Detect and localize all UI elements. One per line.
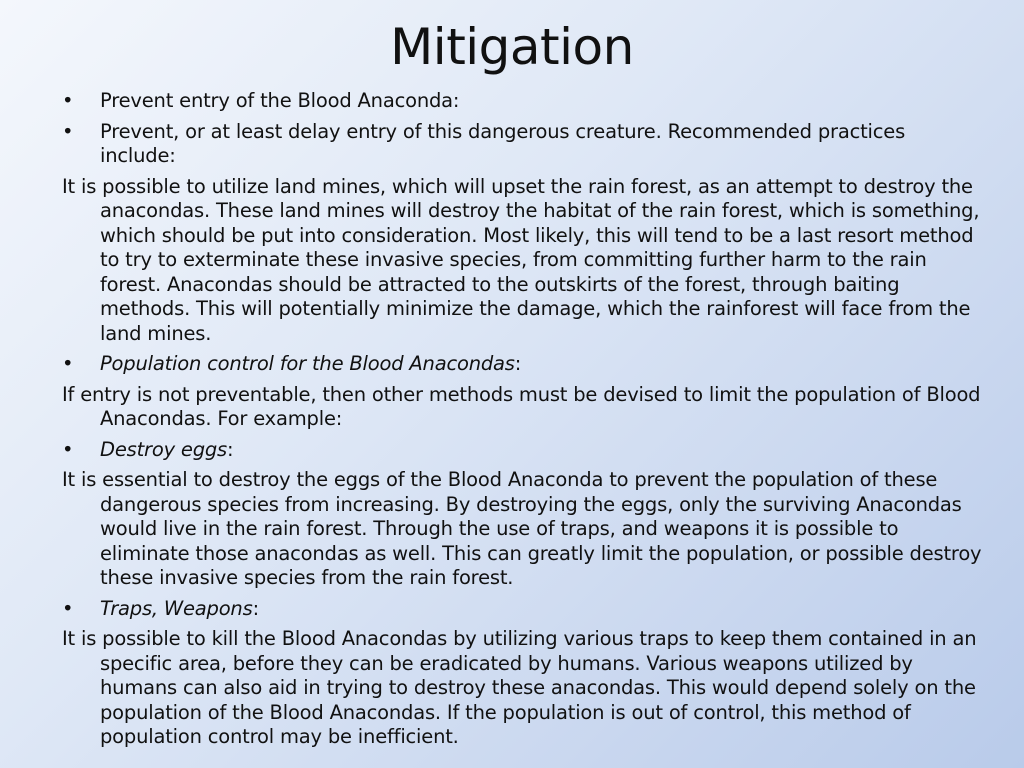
bullet-icon: • bbox=[62, 119, 74, 143]
bullet-item bbox=[62, 352, 982, 377]
bullet-suffix: : bbox=[252, 596, 259, 620]
paragraph-traps: It is possible to kill the Blood Anacondas by utilizing various traps to keep them contained in an specific area, before they can be eradicated by humans. Various weapons utilized by humans can also aid in trying to destroy these anacondas. This would depend solely on the population of the Blood Anacondas. If the population is out of control, this method of population control may be inefficient. bbox=[62, 627, 977, 748]
bullet-heading: Traps, Weapons bbox=[100, 596, 253, 620]
bullet-suffix: : bbox=[227, 437, 234, 461]
bullet-suffix: : bbox=[514, 352, 522, 375]
bullet-item bbox=[62, 89, 982, 114]
bullet-heading: Destroy eggs bbox=[100, 437, 228, 461]
paragraph-population: If entry is not preventable, then other methods must be devised to limit the population of Blood Anacondas. For example: bbox=[62, 382, 981, 430]
bullet-item bbox=[62, 438, 982, 463]
paragraph-land-mines: It is possible to utilize land mines, which will upset the rain forest, as an attempt to destroy the anacondas. These land mines will destroy the habitat of the rain forest, which is something, which should be put into consideration. Most likely, this will tend to be a last resort method to try to exterminate these invasive species, from committing further harm to the rain forest. Anacondas should be attracted to the outskirts of the forest, through baiting methods. This will potentially minimize the damage, which the rainforest will face from the land mines. bbox=[62, 174, 980, 345]
bullet-text: Prevent entry of the Blood Anaconda: bbox=[100, 89, 460, 112]
bullet-text: Prevent, or at least delay entry of this dangerous creature. Recommended practices include: bbox=[100, 119, 906, 167]
bullet-icon: • bbox=[62, 89, 74, 112]
bullet-icon: • bbox=[62, 437, 74, 461]
slide-body bbox=[62, 89, 982, 756]
bullet-item bbox=[62, 120, 982, 169]
bullet-heading: Population control for the Blood Anacondas bbox=[100, 352, 515, 375]
bullet-icon: • bbox=[62, 352, 74, 375]
bullet-item bbox=[62, 597, 982, 622]
paragraph-eggs: It is essential to destroy the eggs of the Blood Anaconda to prevent the population of these dangerous species from increasing. By destroying the eggs, only the surviving Anacondas would live in the rain forest. Through the use of traps, and weapons it is possible to eliminate those anacondas as well. This can greatly limit the population, or possible destroy these invasive species from the rain forest. bbox=[62, 468, 982, 589]
bullet-icon: • bbox=[62, 596, 74, 620]
slide-title: Mitigation bbox=[390, 18, 634, 76]
